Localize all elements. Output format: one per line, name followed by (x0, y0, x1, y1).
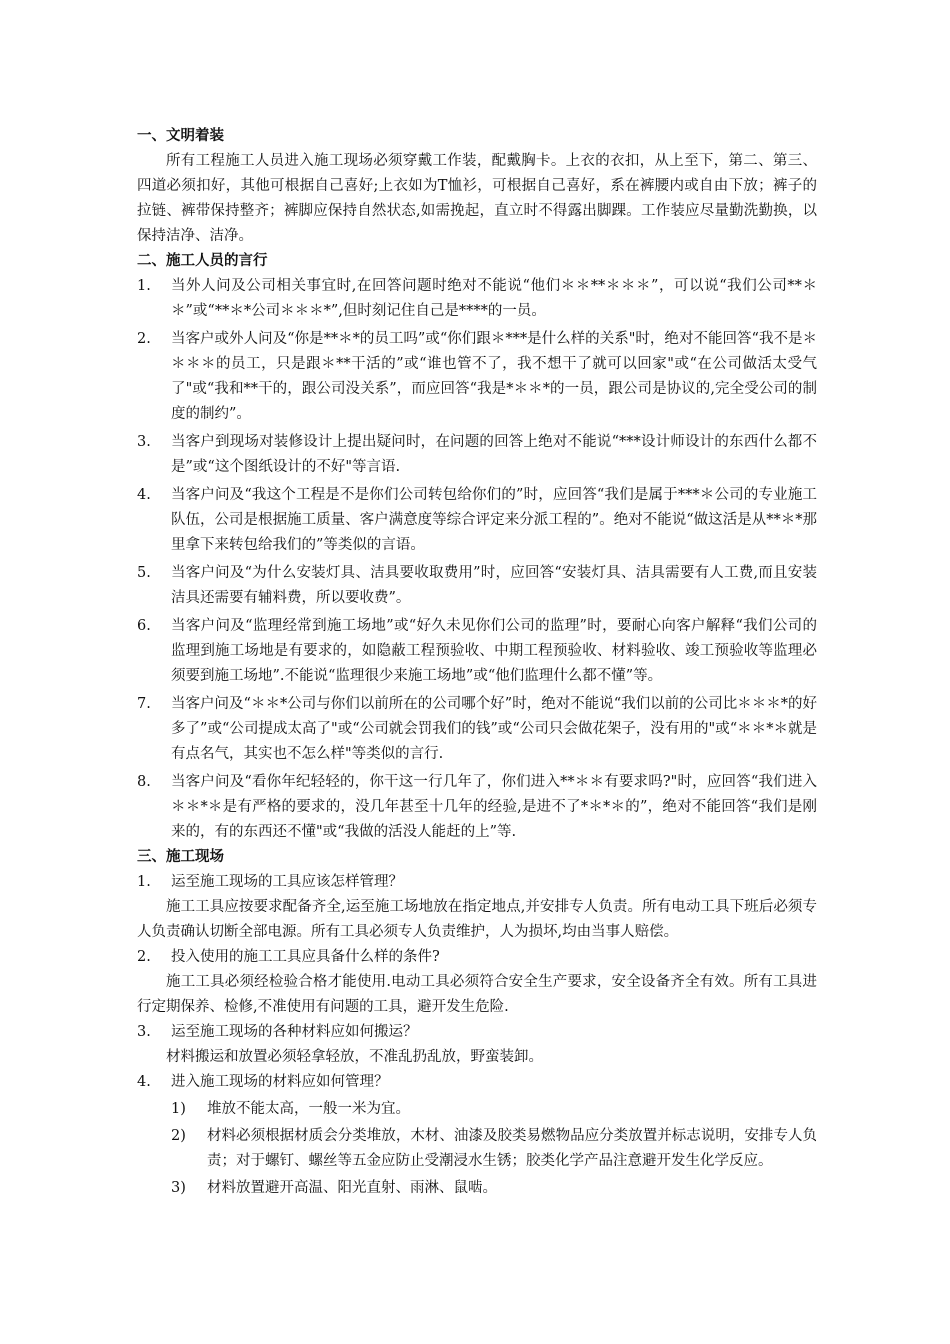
item-text: 当客户问及“为什么安装灯具、洁具要收取费用”时，应回答“安装灯具、洁具需要有人工费,而且安装洁具还需要有辅料费，所以要收费”。 (171, 565, 817, 606)
item-answer: 施工工具必须经检验合格才能使用.电动工具必须符合安全生产要求，安全设备齐全有效。所有工具进行定期保养、检修,不准使用有问题的工具，避开发生危险. (137, 974, 817, 1015)
item-question: 投入使用的施工工具应具备什么样的条件? (171, 949, 440, 965)
list-item (137, 1020, 817, 1045)
item-number: 3. (137, 434, 151, 450)
item-number: 8. (137, 774, 151, 790)
item-number: 5. (137, 565, 151, 581)
sub-item (137, 1097, 817, 1122)
list-item (137, 614, 817, 689)
item-number: 6. (137, 618, 151, 634)
item-text: 当客户问及“看你年纪轻轻的，你干这一行几年了，你们进入**＊＊有要求吗?"时，应回答“我们进入＊＊*＊是有严格的要求的，没几年甚至十几年的经验,是进不了*＊*＊的”，绝对不能回答“我们是刚来的，有的东西还不懂"或“我做的活没人能赶的上”等. (171, 774, 817, 840)
item-text: 当客户到现场对装修设计上提出疑问时，在问题的回答上绝对不能说“***设计师设计的东西什么都不是”或“这个图纸设计的不好"等言语. (171, 434, 817, 475)
list-item (137, 327, 817, 427)
sub-item-number: 1) (171, 1101, 186, 1117)
list-item (137, 870, 817, 895)
sub-item-text: 材料必须根据材质会分类堆放，木材、油漆及胶类易燃物品应分类放置并标志说明，安排专人负责；对于螺钉、螺丝等五金应防止受潮浸水生锈；胶类化学产品注意避开发生化学反应。 (207, 1128, 817, 1169)
item-answer: 施工工具应按要求配备齐全,运至施工场地放在指定地点,并安排专人负责。所有电动工具下班后必须专人负责确认切断全部电源。所有工具必须专人负责维护，人为损坏,均由当事人赔偿。 (137, 899, 817, 940)
item-number: 2. (137, 331, 151, 347)
item-text: 当客户问及“监理经常到施工场地”或“好久未见你们公司的监理”时，要耐心向客户解释“我们公司的监理到施工场地是有要求的，如隐蔽工程预验收、中期工程预验收、材料验收、竣工预验收等监理必须要到施工场地”.不能说“监理很少来施工场地”或“他们监理什么都不懂”等。 (171, 618, 817, 684)
item-text: 当客户或外人问及“你是**＊*的员工吗”或“你们跟＊***是什么样的关系"时，绝对不能回答“我不是＊＊＊＊的员工，只是跟＊**干活的”或“谁也管不了，我不想干了就可以回家"或“在公司做活太受气了"或“我和**干的，跟公司没关系”，而应回答“我是*＊＊*的一员，跟公司是协议的,完全受公司的制度的制约”。 (171, 331, 817, 422)
section-heading-2: 二、施工人员的言行 (137, 253, 268, 269)
list-item (137, 692, 817, 767)
paragraph: 所有工程施工人员进入施工现场必须穿戴工作装，配戴胸卡。上衣的衣扣，从上至下，第二、第三、四道必须扣好，其他可根据自己喜好;上衣如为T恤衫，可根据自己喜好，系在裤腰内或自由下放；裤子的拉链、裤带保持整齐；裤脚应保持自然状态,如需挽起，直立时不得露出脚踝。工作装应尽量勤洗勤换，以保持洁净、洁净。 (137, 153, 817, 244)
item-text: 当客户问及“＊＊*公司与你们以前所在的公司哪个好”时，绝对不能说“我们以前的公司比＊＊＊*的好多了”或“公司提成太高了"或“公司就会罚我们的钱”或“公司只会做花架子，没有用的"或“＊＊*＊就是有点名气，其实也不怎么样"等类似的言行. (171, 696, 817, 762)
item-number: 3. (137, 1024, 151, 1040)
item-number: 1. (137, 874, 151, 890)
list-item (137, 483, 817, 558)
list-item (137, 561, 817, 611)
item-number: 4. (137, 1074, 151, 1090)
list-item (137, 1070, 817, 1095)
item-number: 7. (137, 696, 151, 712)
list-item (137, 430, 817, 480)
item-question: 运至施工现场的工具应该怎样管理？ (171, 874, 403, 890)
item-question: 进入施工现场的材料应如何管理？ (171, 1074, 389, 1090)
sub-item-text: 堆放不能太高，一般一米为宜。 (207, 1101, 410, 1117)
sub-item (137, 1124, 817, 1174)
item-question: 运至施工现场的各种材料应如何搬运？ (171, 1024, 418, 1040)
list-item (137, 274, 817, 324)
section-heading-3: 三、施工现场 (137, 849, 224, 865)
item-number: 4. (137, 487, 151, 503)
list-item (137, 770, 817, 845)
sub-item-number: 2) (171, 1128, 186, 1144)
sub-item-text: 材料放置避开高温、阳光直射、雨淋、鼠啮。 (207, 1180, 497, 1196)
sub-item (137, 1176, 817, 1201)
item-answer: 材料搬运和放置必须轻拿轻放，不准乱扔乱放，野蛮装卸。 (166, 1049, 543, 1065)
list-item (137, 945, 817, 970)
item-number: 2. (137, 949, 151, 965)
document-body (137, 124, 817, 1201)
sub-item-number: 3) (171, 1180, 186, 1196)
item-text: 当客户问及“我这个工程是不是你们公司转包给你们的”时，应回答“我们是属于***＊公司的专业施工队伍，公司是根据施工质量、客户满意度等综合评定来分派工程的”。绝对不能说“做这活是从**＊*那里拿下来转包给我们的”等类似的言语。 (171, 487, 817, 553)
section-heading-1: 一、文明着装 (137, 128, 224, 144)
item-text: 当外人问及公司相关事宜时,在回答问题时绝对不能说“他们＊＊**＊＊＊”，可以说“我们公司**＊＊”或“**＊*公司＊＊＊*”,但时刻记住自己是****的一员。 (171, 278, 817, 319)
item-number: 1. (137, 278, 151, 294)
